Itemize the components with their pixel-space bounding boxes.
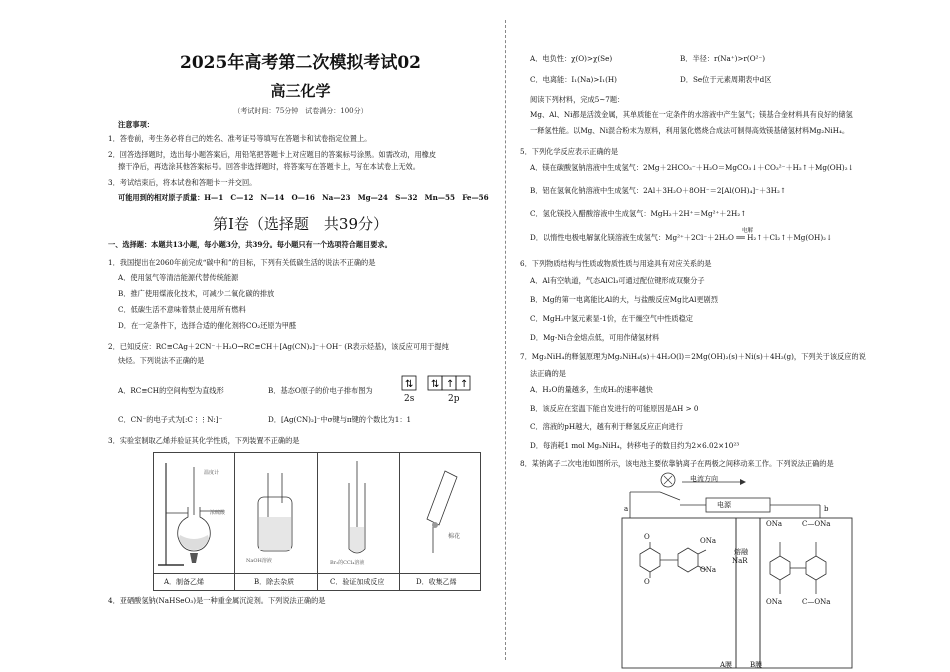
q1-stem: 1．我国提出在2060年前完成“碳中和”的目标，下列有关低碳生活的说法不正确的是 [108, 258, 376, 267]
quinone-oxygen: O [644, 533, 650, 541]
q4-option-a: A．电负性：χ(O)>χ(Se) [530, 54, 613, 63]
orbital-2s: 2s [404, 394, 415, 404]
apparatus-label-d: D．收集乙烯 [416, 578, 457, 586]
q2-option-a: A．RC≡CH的空间构型为直线形 [118, 386, 224, 395]
note-item: 3．考试结束后，将本试卷和答题卡一并交回。 [108, 178, 257, 187]
q8-stem: 8．某钠离子二次电池如图所示，该电池主要依靠钠离子在两极之间移动来工作。下列说法正确的是 [520, 459, 834, 468]
q1-option-d: D．在一定条件下，选择合适的催化剂将CO₂还原为甲醛 [118, 321, 297, 330]
q1-option-a: A．使用氢气等清洁能源代替传统能源 [118, 273, 239, 282]
gas-collection [399, 453, 480, 573]
cotton-label: 棉花 [448, 533, 461, 540]
q2-option-d: D．[Ag(CN)₂]⁻中σ键与π键的个数比为1：1 [268, 415, 412, 424]
power-source-label: 电源 [717, 501, 731, 509]
electrode-b-label: b [824, 505, 829, 513]
q2-option-c: C．CN⁻的电子式为[:C⋮⋮N:]⁻ [118, 415, 223, 424]
reading-paragraph: 一释氢性能。以Mg、Ni混合粉末为原料，利用氢化燃烧合成法可制得高效镁基储氢材料Mg₂NiH₄。 [530, 126, 850, 135]
apparatus-figure [153, 452, 481, 591]
q6-stem: 6．下列物质结构与性质或物质性质与用途具有对应关系的是 [520, 259, 712, 268]
svg-text:⇅: ⇅ [431, 379, 440, 390]
q4-option-c: C．电离能：I₁(Na)>I₁(H) [530, 75, 617, 84]
q7-option-a: A．H₂O的量越多，生成H₂的速率越快 [530, 385, 653, 394]
q7-option-c: C．溶液的pH越大，越有利于释氢反应正向进行 [530, 422, 683, 431]
naoh-label: NaOH溶液 [246, 558, 272, 564]
q7-option-b: B．该反应在室温下能自发进行的可能原因是ΔH > 0 [530, 404, 699, 413]
electrolysis-condition: 电解 [742, 228, 754, 234]
ona-group: ONa [700, 566, 717, 574]
apparatus-label-c: C．验证加成反应 [330, 578, 385, 586]
notes-heading: 注意事项： [118, 120, 154, 129]
svg-text:⇅: ⇅ [405, 379, 414, 390]
membrane-b-label: B膜 [750, 661, 763, 669]
section-intro: 一、选择题：本题共13小题，每小题3分，共39分。每小题只有一个选项符合题目要求。 [108, 240, 392, 249]
electrolyte-label: NaR [732, 557, 748, 565]
battery-figure [620, 470, 860, 670]
coona-group: C—ONa [802, 520, 831, 528]
page-subtitle: 高三化学 [270, 82, 331, 100]
q4-option-b: B．半径：r(Na⁺)>r(O²⁻) [680, 54, 766, 63]
svg-text:↑: ↑ [460, 379, 469, 390]
right-column [520, 0, 900, 672]
note-item: 1．答卷前，考生务必将自己的姓名、准考证号等填写在答题卡和试卷指定位置上。 [108, 134, 372, 143]
electrode-a-label: a [624, 505, 629, 513]
ona-group: ONa [766, 598, 783, 606]
q2-option-b: B．基态O原子的价电子排布图为 [268, 386, 373, 395]
q4-stem: 4．亚硒酸氢钠(NaHSeO₃)是一种重金属沉淀剂。下列说法正确的是 [108, 596, 326, 605]
q1-option-c: C．低碳生活不意味着禁止使用所有燃料 [118, 305, 246, 314]
atomic-masses: 可能用到的相对原子质量：H—1 C—12 N—14 O—16 Na—23 Mg—24 S—32 Mn—55 Fe—56 [118, 193, 489, 202]
q5-option-c: C．氢化镁投入醋酸溶液中生成氢气：MgH₂＋2H⁺＝Mg²⁺＋2H₂↑ [530, 209, 747, 218]
apparatus-label-b: B．除去杂质 [254, 578, 295, 586]
q5-stem: 5．下列化学反应表示正确的是 [520, 147, 619, 156]
q7-stem-cont: 法正确的是 [530, 369, 566, 378]
section-heading: 第Ⅰ卷（选择题 共39分） [212, 215, 388, 233]
q6-option-a: A．Al有空轨道，气态AlCl₃可通过配位键形成双聚分子 [530, 276, 705, 285]
note-item: 擦干净后，再选涂其他答案标号。回答非选择题时，将答案写在答题卡上，写在本试卷上无效。 [118, 162, 420, 171]
q5-option-b: B．铝在氢氧化钠溶液中生成氢气：2Al＋3H₂O＋8OH⁻＝2[Al(OH)₄]⁻＋3H₂↑ [530, 186, 786, 195]
acid-label: 浓硫酸 [210, 510, 226, 516]
ona-group: ONa [766, 520, 783, 528]
left-column [108, 0, 493, 672]
electrolyte-label: 熔融 [734, 548, 748, 556]
note-item: 2．回答选择题时，选出每小题答案后，用铅笔把答题卡上对应题目的答案标号涂黑。如需改动，用橡皮 [108, 150, 437, 159]
ona-group: ONa [700, 537, 717, 545]
test-tube [317, 453, 399, 573]
wash-bottle [234, 453, 317, 573]
q6-option-d: D．Mg-Ni合金熔点低，可用作储氢材料 [530, 333, 660, 342]
apparatus-label-a: A．制备乙烯 [164, 578, 205, 586]
q6-option-c: C．MgH₂中氢元素显-1价，在干燥空气中性质稳定 [530, 314, 693, 323]
q5-option-d: D．以惰性电极电解氯化镁溶液生成氢气：Mg²⁺＋2Cl⁻＋2H₂O ══ H₂↑＋Cl₂↑＋Mg(OH)₂↓ [530, 233, 833, 242]
quinone-oxygen: O [644, 578, 650, 586]
q7-stem: 7．Mg₂NiH₄的释氢原理为Mg₂NiH₄(s)＋4H₂O(l)＝2Mg(OH)₂(s)＋Ni(s)＋4H₂(g)，下列关于该反应的说 [520, 352, 866, 361]
q6-option-b: B．Mg的第一电离能比Al的大，与盐酸反应Mg比Al更剧烈 [530, 295, 718, 304]
current-direction-label: 电流方向 [690, 475, 718, 483]
exam-meta: （考试时间：75分钟 试卷满分：100分） [233, 107, 368, 115]
q1-option-b: B．推广使用煤液化技术，可减少二氧化碳的排放 [118, 289, 275, 298]
bromine-label: Br₂的CCl₄溶液 [330, 560, 365, 566]
q7-option-d: D．每消耗1 mol Mg₂NiH₄，转移电子的数目约为2×6.02×10²³ [530, 441, 740, 450]
thermometer-label: 温度计 [204, 470, 220, 476]
reading-paragraph: Mg、Al、Ni都是活泼金属，其单质能在一定条件的水溶液中产生氢气；镁基合金材料具有良好的储氢 [530, 110, 853, 119]
q2-stem-cont: 炔烃。下列说法不正确的是 [118, 356, 205, 365]
coona-group: C—ONa [802, 598, 831, 606]
q3-stem: 3．实验室制取乙烯并验证其化学性质，下列装置不正确的是 [108, 436, 300, 445]
q4-option-d: D．Se位于元素周期表中d区 [680, 75, 772, 84]
q2-stem: 2．已知反应：RC≡CAg＋2CN⁻＋H₂O→RC≡CH＋[Ag(CN)₂]⁻＋OH⁻ (R表示烃基)，该反应可用于提纯 [108, 342, 449, 351]
svg-text:↑: ↑ [446, 379, 455, 390]
orbital-2p: 2p [448, 394, 460, 404]
membrane-a-label: A膜 [720, 661, 733, 669]
reading-intro: 阅读下列材料，完成5~7题： [530, 95, 625, 104]
column-divider [505, 20, 506, 660]
q5-option-a: A．镁在碳酸氢钠溶液中生成氢气：2Mg＋2HCO₃⁻＋H₂O＝MgCO₃↓＋CO₃²⁻＋H₂↑＋Mg(OH)₂↓ [530, 163, 854, 172]
page-title: 2025年高考第二次模拟考试02 [180, 53, 421, 73]
